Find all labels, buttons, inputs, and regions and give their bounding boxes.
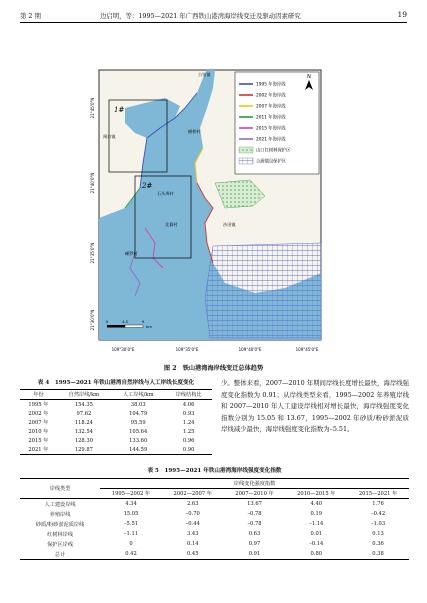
table4-cell: 1.25: [182, 428, 195, 435]
table5-row: [20, 519, 409, 529]
legend-label: 2021 年海岸线: [256, 137, 286, 143]
table4-cell: 104.79: [129, 410, 148, 417]
figure-caption: 图 2 铁山港湾海岸线变迁总体趋势: [163, 365, 264, 372]
table5-row: [20, 509, 409, 519]
legend-item: [239, 158, 287, 165]
lon-label: 109°40'0"E: [238, 347, 262, 352]
table5-period-header: 2015—2021 年: [347, 489, 409, 499]
lat-label: 21°35'0"N: [90, 242, 95, 264]
place-hengqiao: 横桥村: [188, 129, 201, 134]
table5-cell: –0.44: [185, 521, 200, 527]
table5-cell: –1.11: [123, 531, 139, 537]
table5-cell: 3.43: [186, 531, 199, 537]
legend-item: [239, 147, 291, 154]
svg-text:9: 9: [141, 319, 145, 324]
running-header: [20, 8, 407, 23]
coastline-map: [85, 68, 323, 356]
svg-text:N: N: [307, 74, 311, 80]
legend-label: 2011 年海岸线: [256, 115, 286, 121]
table4-cell: 4.06: [182, 401, 195, 408]
page-number: 19: [397, 10, 407, 19]
place-shengluo: 嵊罗村: [125, 251, 138, 256]
map-legend: [235, 72, 319, 174]
table5-row: [20, 549, 409, 560]
table5-cell: 15.05: [123, 511, 139, 517]
table5-cell: 0.38: [372, 551, 384, 557]
table4-cell: 128.30: [74, 437, 93, 444]
table4: [20, 389, 212, 455]
table5-cell: –5.51: [123, 521, 139, 527]
table5-cell: 0: [129, 541, 133, 547]
table5-cell: –1.14: [309, 521, 324, 527]
table4-cell: 105.64: [129, 428, 148, 435]
box-label-1: 1#: [114, 106, 125, 114]
table5-cell: 总计: [54, 551, 66, 558]
table5-cell: 2.63: [186, 501, 199, 507]
table4-row: [20, 409, 212, 418]
table4-cell: 1.24: [182, 419, 195, 426]
table5-col0-header: 岸线类型: [20, 479, 100, 499]
legend-label: 2015 年海岸线: [256, 126, 286, 132]
table4-caption: 表 4 1995—2021 年铁山港湾自然岸线与人工岸线长度变化: [37, 380, 195, 386]
table4-row: [20, 436, 212, 445]
table4-cell: 0.93: [182, 410, 195, 417]
table5-cell: 4.34: [125, 501, 137, 507]
table5-cell: –1.03: [371, 521, 386, 527]
table4-row: [20, 400, 212, 410]
table4-block: [20, 378, 212, 455]
table4-header: 岸线结构比: [165, 390, 212, 400]
table5-cell: 0.36: [372, 541, 384, 547]
table5-cell: –0.70: [185, 511, 200, 517]
table4-cell: 144.59: [129, 446, 148, 453]
table5-block: [20, 466, 409, 560]
table4-cell: 97.62: [76, 410, 92, 417]
table5-cell: 红树林岸线: [47, 531, 74, 538]
issue-label: 第 2 期: [20, 12, 41, 20]
table5-period-header: 1995—2002 年: [100, 489, 162, 499]
table5-cell: 1.76: [372, 501, 384, 507]
legend-swatch: [239, 158, 253, 164]
table4-header: 人工岸线/km: [111, 390, 165, 400]
legend-label: 2007 年海岸线: [256, 104, 286, 110]
place-shatian: 沙田镇: [223, 222, 236, 227]
table5-cell: 0.80: [310, 551, 323, 557]
legend-label: 合浦儒艮保护区: [256, 159, 287, 165]
svg-text:km: km: [146, 324, 152, 329]
dugong-reserve: [205, 243, 321, 338]
table5-cell: 0.01: [310, 531, 323, 537]
table5-group-header: 岸线变化强度指数: [100, 479, 409, 489]
svg-text:4.5: 4.5: [121, 319, 129, 324]
lat-label: 21°30'0"N: [90, 309, 95, 331]
table5-cell: –0.78: [247, 511, 262, 517]
table4-cell: 0.90: [182, 446, 195, 453]
table5-cell: –0.14: [309, 541, 324, 547]
table4-header: 自然岸线/km: [57, 390, 111, 400]
table4-cell: 0.96: [182, 437, 195, 444]
table5-row: [20, 529, 409, 539]
place-beimu: 北暮村: [165, 222, 178, 227]
table4-cell: 154.35: [74, 401, 93, 408]
table5-cell: 砂质/粉砂淤泥质岸线: [35, 521, 85, 528]
table5-period-header: 2007—2010 年: [224, 489, 286, 499]
table5-cell: 0.97: [248, 541, 261, 547]
table5: [20, 478, 409, 560]
legend-label: 2002 年海岸线: [256, 93, 286, 99]
table5-cell: 人工建设岸线: [44, 501, 76, 508]
svg-text:0: 0: [105, 319, 109, 324]
table4-cell: 95.59: [130, 419, 146, 426]
lat-label: 21°40'0"N: [90, 172, 95, 194]
place-zhakou: 闸口镇: [103, 134, 116, 139]
table4-cell: 2015 年: [28, 438, 49, 444]
legend-label: 1995 年海岸线: [256, 82, 286, 88]
table5-cell: 13.67: [247, 501, 262, 507]
box-label-2: 2#: [142, 182, 153, 190]
table5-cell: 0.91: [248, 551, 261, 557]
table5-cell: 0.63: [248, 531, 261, 537]
table4-row: [20, 427, 212, 436]
table4-cell: 1995 年: [28, 402, 49, 408]
table5-cell: 0.13: [372, 531, 384, 537]
table5-cell: 0.14: [186, 541, 199, 547]
table4-cell: 38.03: [130, 401, 146, 408]
running-title: 边启明，等：1995—2021 年广西铁山港湾海岸线变迁及驱动因素研究: [100, 12, 301, 20]
lon-label: 109°45'0"E: [295, 347, 319, 352]
legend-label: 山口红树林保护区: [256, 148, 291, 154]
body-paragraph: 少。整体来看，2007—2010 年期间岸线长度增长最快，海岸线强度变化指数为 0.91；从岸线类型来看，1995—2002 年养殖岸线和 2007—2010 年人工建设岸线相对增长最快，海岸线强度变化指数分别为 15.05 和 13.67，1995—2002 年砂质/粉砂淤泥质岸线减少最快，海岸线强度变化指数为–5.51。: [221, 379, 409, 433]
table5-cell: 保护区岸线: [47, 541, 74, 548]
table4-cell: 132.54: [74, 428, 93, 435]
place-gongguan: 公馆镇: [198, 72, 211, 77]
table5-row: [20, 539, 409, 549]
table5-caption: 表 5 1995—2021 年铁山港湾海岸线强度变化指数: [147, 468, 282, 474]
table4-cell: 118.24: [74, 419, 93, 426]
table4-cell: 2010 年: [28, 429, 49, 435]
place-shitoubu: 石头埠村: [157, 191, 174, 196]
table5-row: [20, 499, 409, 510]
legend-swatch: [239, 147, 253, 153]
table4-cell: 133.60: [129, 437, 148, 444]
table5-cell: 0.45: [186, 551, 199, 557]
table5-cell: 养殖岸线: [49, 511, 71, 518]
table5-cell: –0.78: [247, 521, 262, 527]
table4-row: [20, 418, 212, 427]
table5-cell: 0.42: [125, 551, 137, 557]
table4-cell: 2002 年: [28, 411, 49, 417]
table4-cell: 2007 年: [28, 420, 49, 426]
table5-cell: 4.40: [310, 501, 323, 507]
table4-row: [20, 445, 212, 455]
table5-cell: –0.42: [371, 511, 386, 517]
lon-label: 109°30'0"E: [111, 347, 135, 352]
table5-period-header: 2010—2015 年: [285, 489, 347, 499]
lon-label: 109°35'0"E: [175, 347, 199, 352]
table4-header: 年份: [20, 390, 57, 400]
table5-cell: 0.19: [310, 511, 323, 517]
table4-cell: 129.87: [74, 446, 93, 453]
lat-label: 21°45'0"N: [90, 97, 95, 119]
table4-cell: 2021 年: [28, 447, 49, 453]
table5-period-header: 2002—2007 年: [162, 489, 224, 499]
